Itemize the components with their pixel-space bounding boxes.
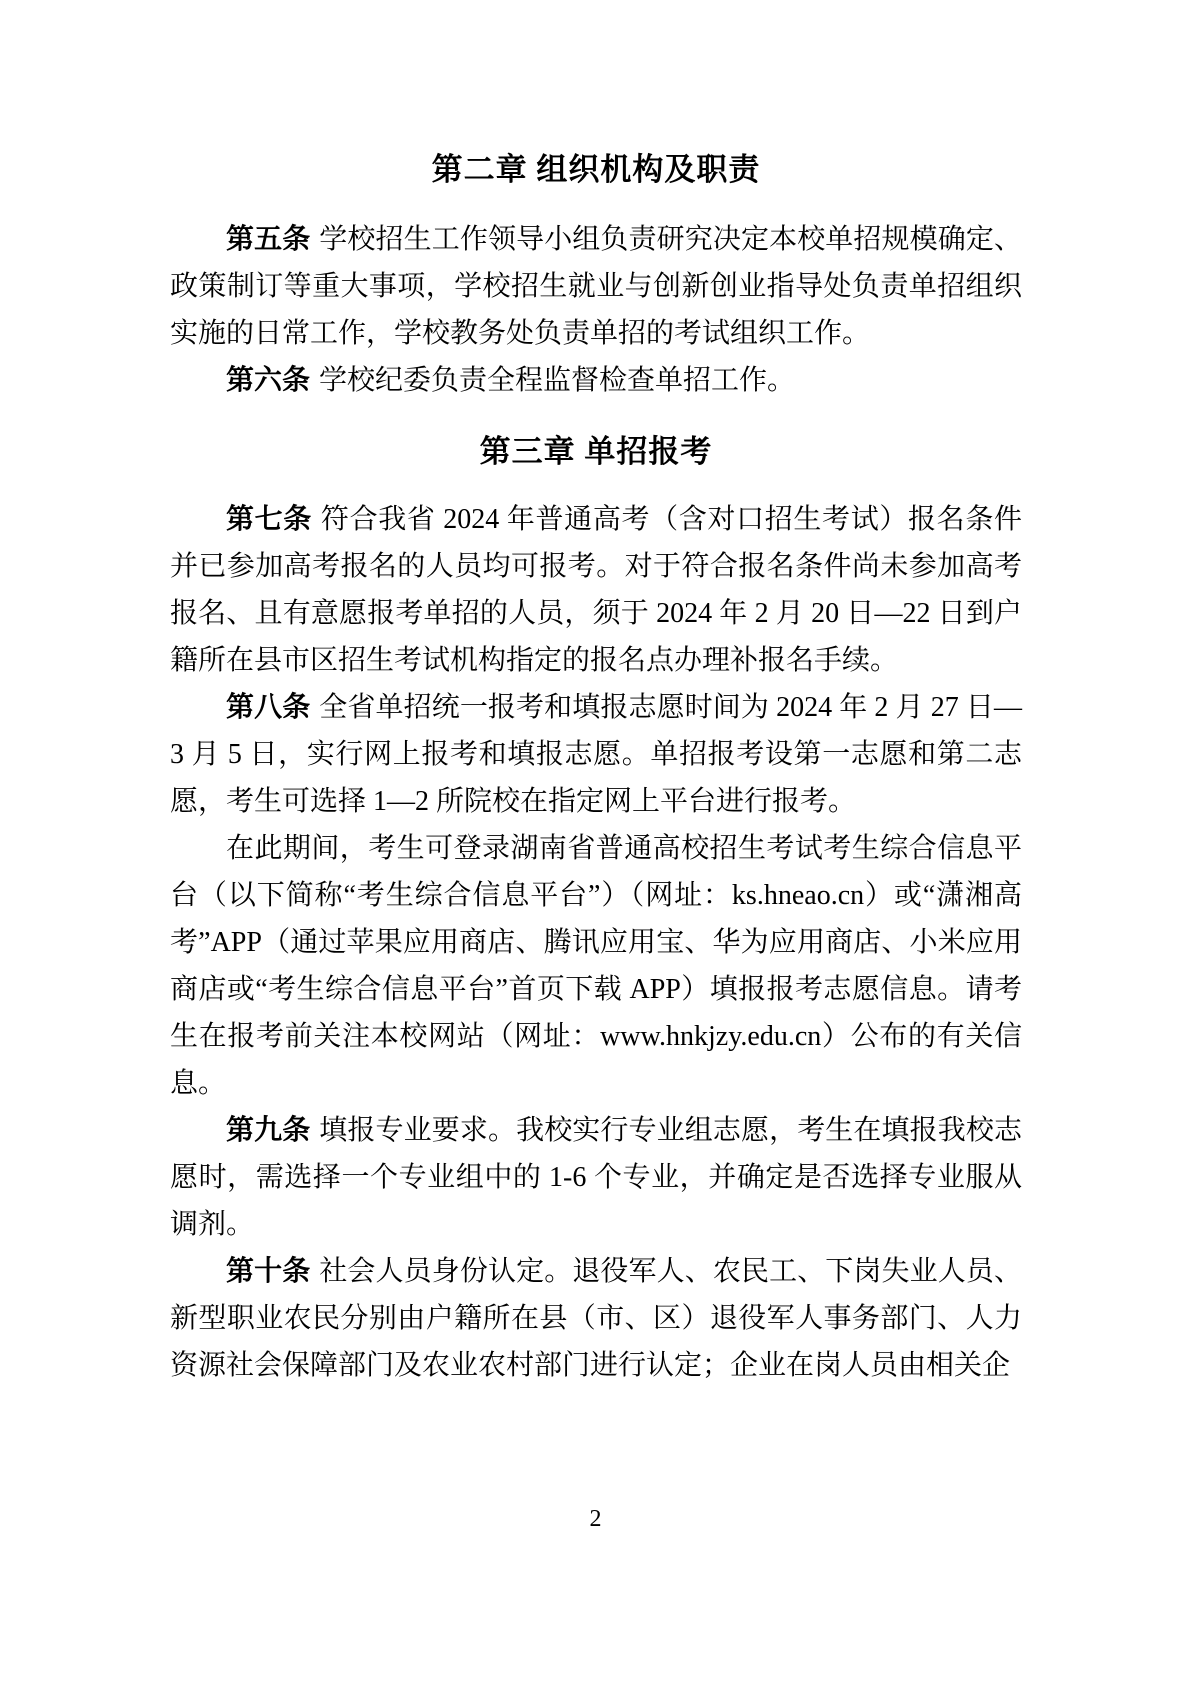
article-10-paragraph [170, 1248, 1022, 1389]
article-5-paragraph [170, 216, 1022, 357]
article-9-text: 填报专业要求。我校实行专业组志愿，考生在填报我校志愿时，需选择一个专业组中的 1-6 个专业，并确定是否选择专业服从调剂。 [170, 1115, 1022, 1240]
registration-period-text: 在此期间，考生可登录湖南省普通高校招生考试考生综合信息平台（以下简称“考生综合信息平台”）（网址：ks.hneao.cn）或“潇湘高考”APP（通过苹果应用商店、腾讯应用宝、华为应用商店、小米应用商店或“考生综合信息平台”首页下载 APP）填报报考志愿信息。请考生在报考前关注本校网站（网址：www.hnkjzy.edu.cn）公布的有关信息。 [170, 833, 1022, 1099]
article-10-label: 第十条 [226, 1256, 311, 1287]
article-5-text: 学校招生工作领导小组负责研究决定本校单招规模确定、政策制订等重大事项，学校招生就业与创新创业指导处负责单招组织实施的日常工作，学校教务处负责单招的考试组织工作。 [170, 224, 1022, 349]
article-8-label: 第八条 [226, 692, 311, 723]
article-9-label: 第九条 [226, 1115, 311, 1146]
article-6-label: 第六条 [226, 365, 311, 396]
article-7-paragraph [170, 496, 1022, 684]
page-number: 2 [589, 1506, 602, 1532]
article-6-paragraph [170, 357, 1022, 404]
article-8-paragraph [170, 684, 1022, 825]
chapter-2-heading: 第二章 组织机构及职责 [431, 152, 761, 187]
article-7-text: 符合我省 2024 年普通高考（含对口招生考试）报名条件并已参加高考报名的人员均可报考。对于符合报名条件尚未参加高考报名、且有意愿报考单招的人员，须于 2024 年 2 月 20 日—22 日到户籍所在县市区招生考试机构指定的报名点办理补报名手续。 [170, 504, 1022, 676]
article-10-text: 社会人员身份认定。退役军人、农民工、下岗失业人员、新型职业农民分别由户籍所在县（市、区）退役军人事务部门、人力资源社会保障部门及农业农村部门进行认定；企业在岗人员由相关企 [170, 1256, 1022, 1381]
registration-period-paragraph [170, 825, 1022, 1107]
chapter-3-heading: 第三章 单招报考 [479, 434, 713, 469]
article-5-label: 第五条 [226, 224, 311, 255]
article-7-label: 第七条 [226, 504, 312, 535]
article-8-text: 全省单招统一报考和填报志愿时间为 2024 年 2 月 27 日—3 月 5 日，实行网上报考和填报志愿。单招报考设第一志愿和第二志愿，考生可选择 1—2 所院校在指定网上平台进行报考。 [170, 692, 1022, 817]
article-6-text: 学校纪委负责全程监督检查单招工作。 [318, 365, 795, 396]
article-9-paragraph [170, 1107, 1022, 1248]
